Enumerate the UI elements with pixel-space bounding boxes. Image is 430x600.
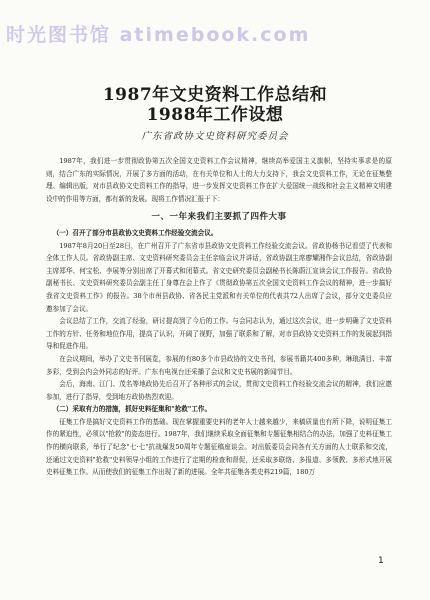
paragraph: 会议总结了工作，交流了经验，研讨提高到了今后的工作。与会同志认为，通过这次会议，进一步明确了文史资料工作的方针、任务和地位作用，提高了认识，开阔了视野，加强了联系和了解，对市县政协文史资料工作的发展起到指导和促进作用。 — [46, 317, 392, 351]
document-author: 广东省政协文史资料研究委员会 — [141, 131, 289, 142]
watermark: 时光图书馆 atimebook.com — [6, 24, 311, 46]
intro-paragraph: 1987年，我们进一步贯彻政协第五次全国文史资料工作会议精神，继续高举爱国主义旗帜，坚持实事求是的原则，结合广东的实际情况，开展了多方面的活动，在有关单位和人士的大力支持下，我会文史资料工作，无论在征集整理、编辑出版，对市县政协文史资料工作的指导，进一步发挥文史资料工作在扩大爱国统一战线和社会主义精神文明建设中的作用等方面，都有新的发展。现将工作情况汇报于下： — [46, 157, 392, 203]
section-heading: 一、一年来我们主要抓了四件大事 — [151, 212, 287, 223]
document-title-line1: 1987年文史资料工作总结和 — [102, 85, 328, 105]
paragraph: 会后，海南、江门、茂名等地政协先后召开了各种形式的会议，贯彻文史资料工作经验交流会议的精神，我们应邀参加，进行了指导，受到地方政协热烈欢迎。 — [46, 380, 392, 401]
paragraph: 征集工作是搞好文史资料工作的基础。现在掌握重要史料的老年人士越来越少，来稿质量也有所下降，说明征集工作的紧迫性，必须以"抢救"的姿态进行。1987年，我们继续采取全面征集和专题征集相结合的办法，加强了史料征集工作的横向联系，举行了纪念"七·七"抗战爆发50周年专题征稿座谈会。对出版委员会同各有关方面的人士联系和交流，还通过文史资料"抢救"史料领导小组的工作进行了定期的检查和督促，还采取多联络、多报道、多领教、多形式地开展史料征集工作。从而使我们的征集工作出现了新的进展。全年共征集各类史料219篇，180万 — [46, 417, 392, 477]
subsection-heading: （二）采取有力的措施，抓好史料征集和"抢救"工作。 — [52, 405, 212, 414]
document-body — [46, 155, 392, 479]
document-title-line2: 1988年工作设想 — [146, 105, 284, 125]
paragraph: 1987年8月20日至28日，在广州召开了广东省市县政协文史资料工作经验交流会议。省政协杨书记看望了代表和全体工作人员。省政协副主席、文史资料研究委员会主任亲临会议并讲话，省政协副主席廖耀湘作会议总结，省政协副主席郑华、何宝松、李展等分别出席了开幕式和闭幕式。省文史研究委员会副秘书长陈蔚江宣读会议工作报告。省政协副秘书长、文史资料研究委员会副主任丁身尊在会上作了《贯彻政协第五次全国文史资料工作会议的精神，进一步搞好我省文史资料工作》的报告。38个市州县政协、省各民主党派和有关单位的代表共72人出席了会议，部分文史委员应邀参加了会议。 — [46, 241, 392, 313]
paragraph: 在会议期间，举办了文史书刊展览，参展的有80多个市县政协的文史书刊，参展书籍共400多种，琳琅满目、丰富多彩，受到会内会外同志的好评。广东有电视台还采播了会议和文史书展的新闻节目。 — [46, 354, 392, 376]
page-number: 1 — [378, 556, 384, 566]
subsection-heading: （一）召开了部分市县政协文史资料工作经验交流会议。 — [52, 228, 218, 237]
